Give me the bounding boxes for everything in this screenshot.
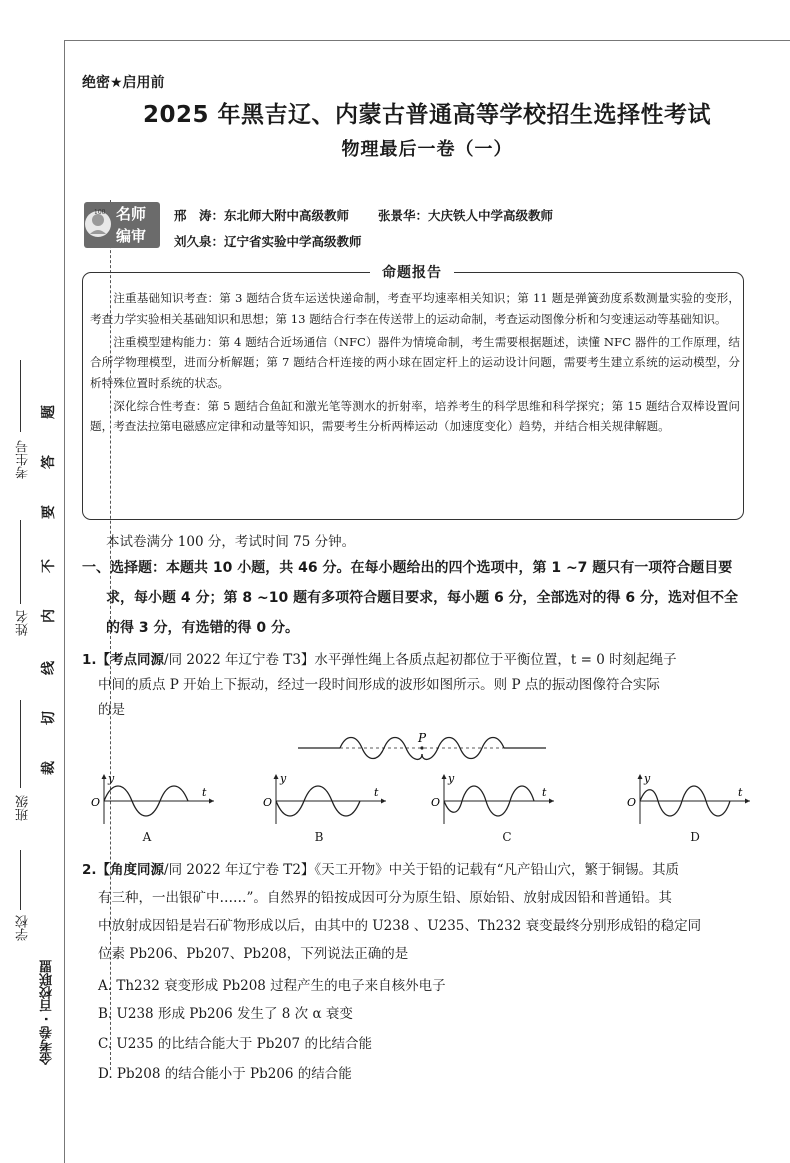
svg-text:t: t (202, 786, 207, 799)
wave-left (340, 738, 422, 760)
warn-char-6: 线 (41, 661, 57, 675)
school-blank (20, 850, 22, 910)
svg-text:O: O (431, 796, 441, 809)
q2-line3: 中放射成因铅是岩石矿物形成以后，由其中的 U238 、U235、Th232 衰变最终分别形成铅的稳定同 (98, 918, 702, 934)
exam-subtitle: 物理最后一卷（一） (341, 139, 513, 160)
svg-text:y: y (448, 772, 455, 785)
q2-tag: 【角度同源 (96, 862, 165, 878)
q2-text-1: 《天工开物》中关于铅的记载有“凡产铅山穴，繁于铜锡。其质 (314, 862, 680, 878)
q2-line4: 位素 Pb206、Pb207、Pb208，下列说法正确的是 (98, 946, 409, 962)
svg-text:y: y (280, 772, 287, 785)
q2-tag-end: /同 2022 年辽宁卷 T2】 (164, 862, 315, 878)
warn-char-1: 题 (41, 405, 57, 419)
name-blank (20, 520, 22, 604)
report-para-1: 注重基础知识考查：第 3 题结合货车运送快递命制，考查平均速率相关知识；第 11 题是弹簧劲度系数测量实验的变形，考查力学实验相关基础知识和思想；第 13 题结合行李在传送带上的运动命制，考查运动图像分析和匀变速运动等基础知识。 (90, 291, 740, 326)
report-para-2: 注重模型建构能力：第 4 题结合近场通信（NFC）器件为情境命制，考生需要根据题述，读懂 NFC 器件的工作原理，结合所学物理模型，进而分析解题；第 7 题结合杆连接的两小球在固定杆上的运动设计问题，需要考生建立系统的运动模型，分析特殊位置时系统的状态。 (90, 334, 740, 390)
editor-xing: 邢 涛：东北师大附中高级教师 (174, 208, 350, 223)
q1-line3: 的是 (98, 702, 125, 718)
exam-info: 本试卷满分 100 分，考试时间 75 分钟。 (106, 534, 356, 550)
q1-line1 (82, 648, 677, 668)
svg-text:y: y (108, 772, 115, 785)
svg-text:t: t (374, 786, 379, 799)
warn-char-3: 要 (41, 505, 57, 519)
section1-line1: 一、选择题：本题共 10 小题，共 46 分。在每小题给出的四个选项中，第 1 ~7 题只有一项符合题目要 (82, 560, 733, 576)
q2-number: 2. (82, 862, 97, 878)
q1-line2: 中间的质点 P 开始上下振动，经过一段时间形成的波形如图所示。则 P 点的振动图像符合实际 (98, 677, 660, 693)
svg-text:t: t (738, 786, 743, 799)
wave-figure (296, 728, 548, 772)
wave-right (422, 738, 504, 760)
exam-title: 2025 年黑吉辽、内蒙古普通高等学校招生选择性考试 (142, 102, 712, 128)
q1-tag: 【考点同源 (96, 652, 165, 668)
point-p-label: P (418, 731, 427, 745)
q2-line2: 有三种，一出银矿中……”。自然界的铅按成因可分为原生铅、原始铅、放射成因铅和普通铅。其 (98, 890, 672, 906)
editor-badge (82, 200, 162, 250)
svg-text:O: O (91, 796, 101, 809)
warn-char-4: 不 (41, 559, 57, 573)
q2-option-c: C. U235 的比结合能大于 Pb207 的比结合能 (98, 1036, 372, 1052)
report-text (90, 288, 740, 439)
badge-line1: 名师 (116, 205, 147, 223)
secret-label: 绝密★启用前 (82, 75, 165, 91)
q1-tag-end: /同 2022 年辽宁卷 T3】 (164, 652, 315, 668)
warn-char-7: 切 (41, 711, 57, 725)
q2-option-d: D. Pb208 的结合能小于 Pb206 的结合能 (98, 1066, 352, 1082)
option-a-label: A (142, 830, 152, 844)
editor-zhang: 张景华：大庆铁人中学高级教师 (378, 208, 554, 223)
option-c-label: C (502, 830, 512, 844)
badge-line2: 编审 (116, 227, 147, 245)
report-title: 命题报告 (370, 262, 454, 282)
graph-c (430, 772, 560, 828)
option-d-label: D (690, 830, 700, 844)
union-label: 金考卷 · 百校联盟 (40, 960, 55, 1065)
class-blank (20, 700, 22, 788)
school-label: 学校 (16, 915, 31, 941)
warn-char-5: 内 (41, 609, 57, 623)
q1-number: 1. (82, 652, 97, 668)
point-p (420, 746, 423, 749)
svg-text:100: 100 (94, 209, 106, 216)
report-para-3: 深化综合性考查：第 5 题结合鱼缸和激光笔等测水的折射率，培养考生的科学思维和科学探究；第 15 题结合双棒设置问题，考查法拉第电磁感应定律和动量等知识，需要考生分析两棒运动（加速度变化）趋势，并结合相关规律解题。 (90, 398, 740, 433)
svg-text:y: y (644, 772, 651, 785)
svg-text:O: O (263, 796, 273, 809)
name-label: 姓名 (16, 610, 31, 636)
graph-d (626, 772, 756, 828)
q2-option-a: A. Th232 衰变形成 Pb208 过程产生的电子来自核外电子 (98, 978, 446, 994)
exam-no-label: 考生号 (16, 440, 31, 479)
exam-no-blank (20, 360, 22, 432)
graph-a (90, 772, 220, 828)
option-b-label: B (314, 830, 324, 844)
warn-char-8: 裁 (41, 761, 57, 775)
q2-line1 (82, 858, 679, 878)
q1-text-1: 水平弹性绳上各质点起初都位于平衡位置，t = 0 时刻起绳子 (314, 652, 677, 668)
class-label: 班级 (16, 795, 31, 821)
section1-line2: 求，每小题 4 分；第 8 ~10 题有多项符合题目要求，每小题 6 分，全部选对的得 6 分，选对但不全 (106, 590, 739, 606)
section1-line3: 的得 3 分，有选错的得 0 分。 (106, 620, 299, 636)
editor-liu: 刘久泉：辽宁省实验中学高级教师 (174, 234, 362, 249)
q2-option-b: B. U238 形成 Pb206 发生了 8 次 α 衰变 (98, 1006, 353, 1022)
warn-char-2: 答 (41, 455, 57, 469)
graph-b (262, 772, 392, 828)
svg-text:t: t (542, 786, 547, 799)
svg-text:O: O (627, 796, 637, 809)
